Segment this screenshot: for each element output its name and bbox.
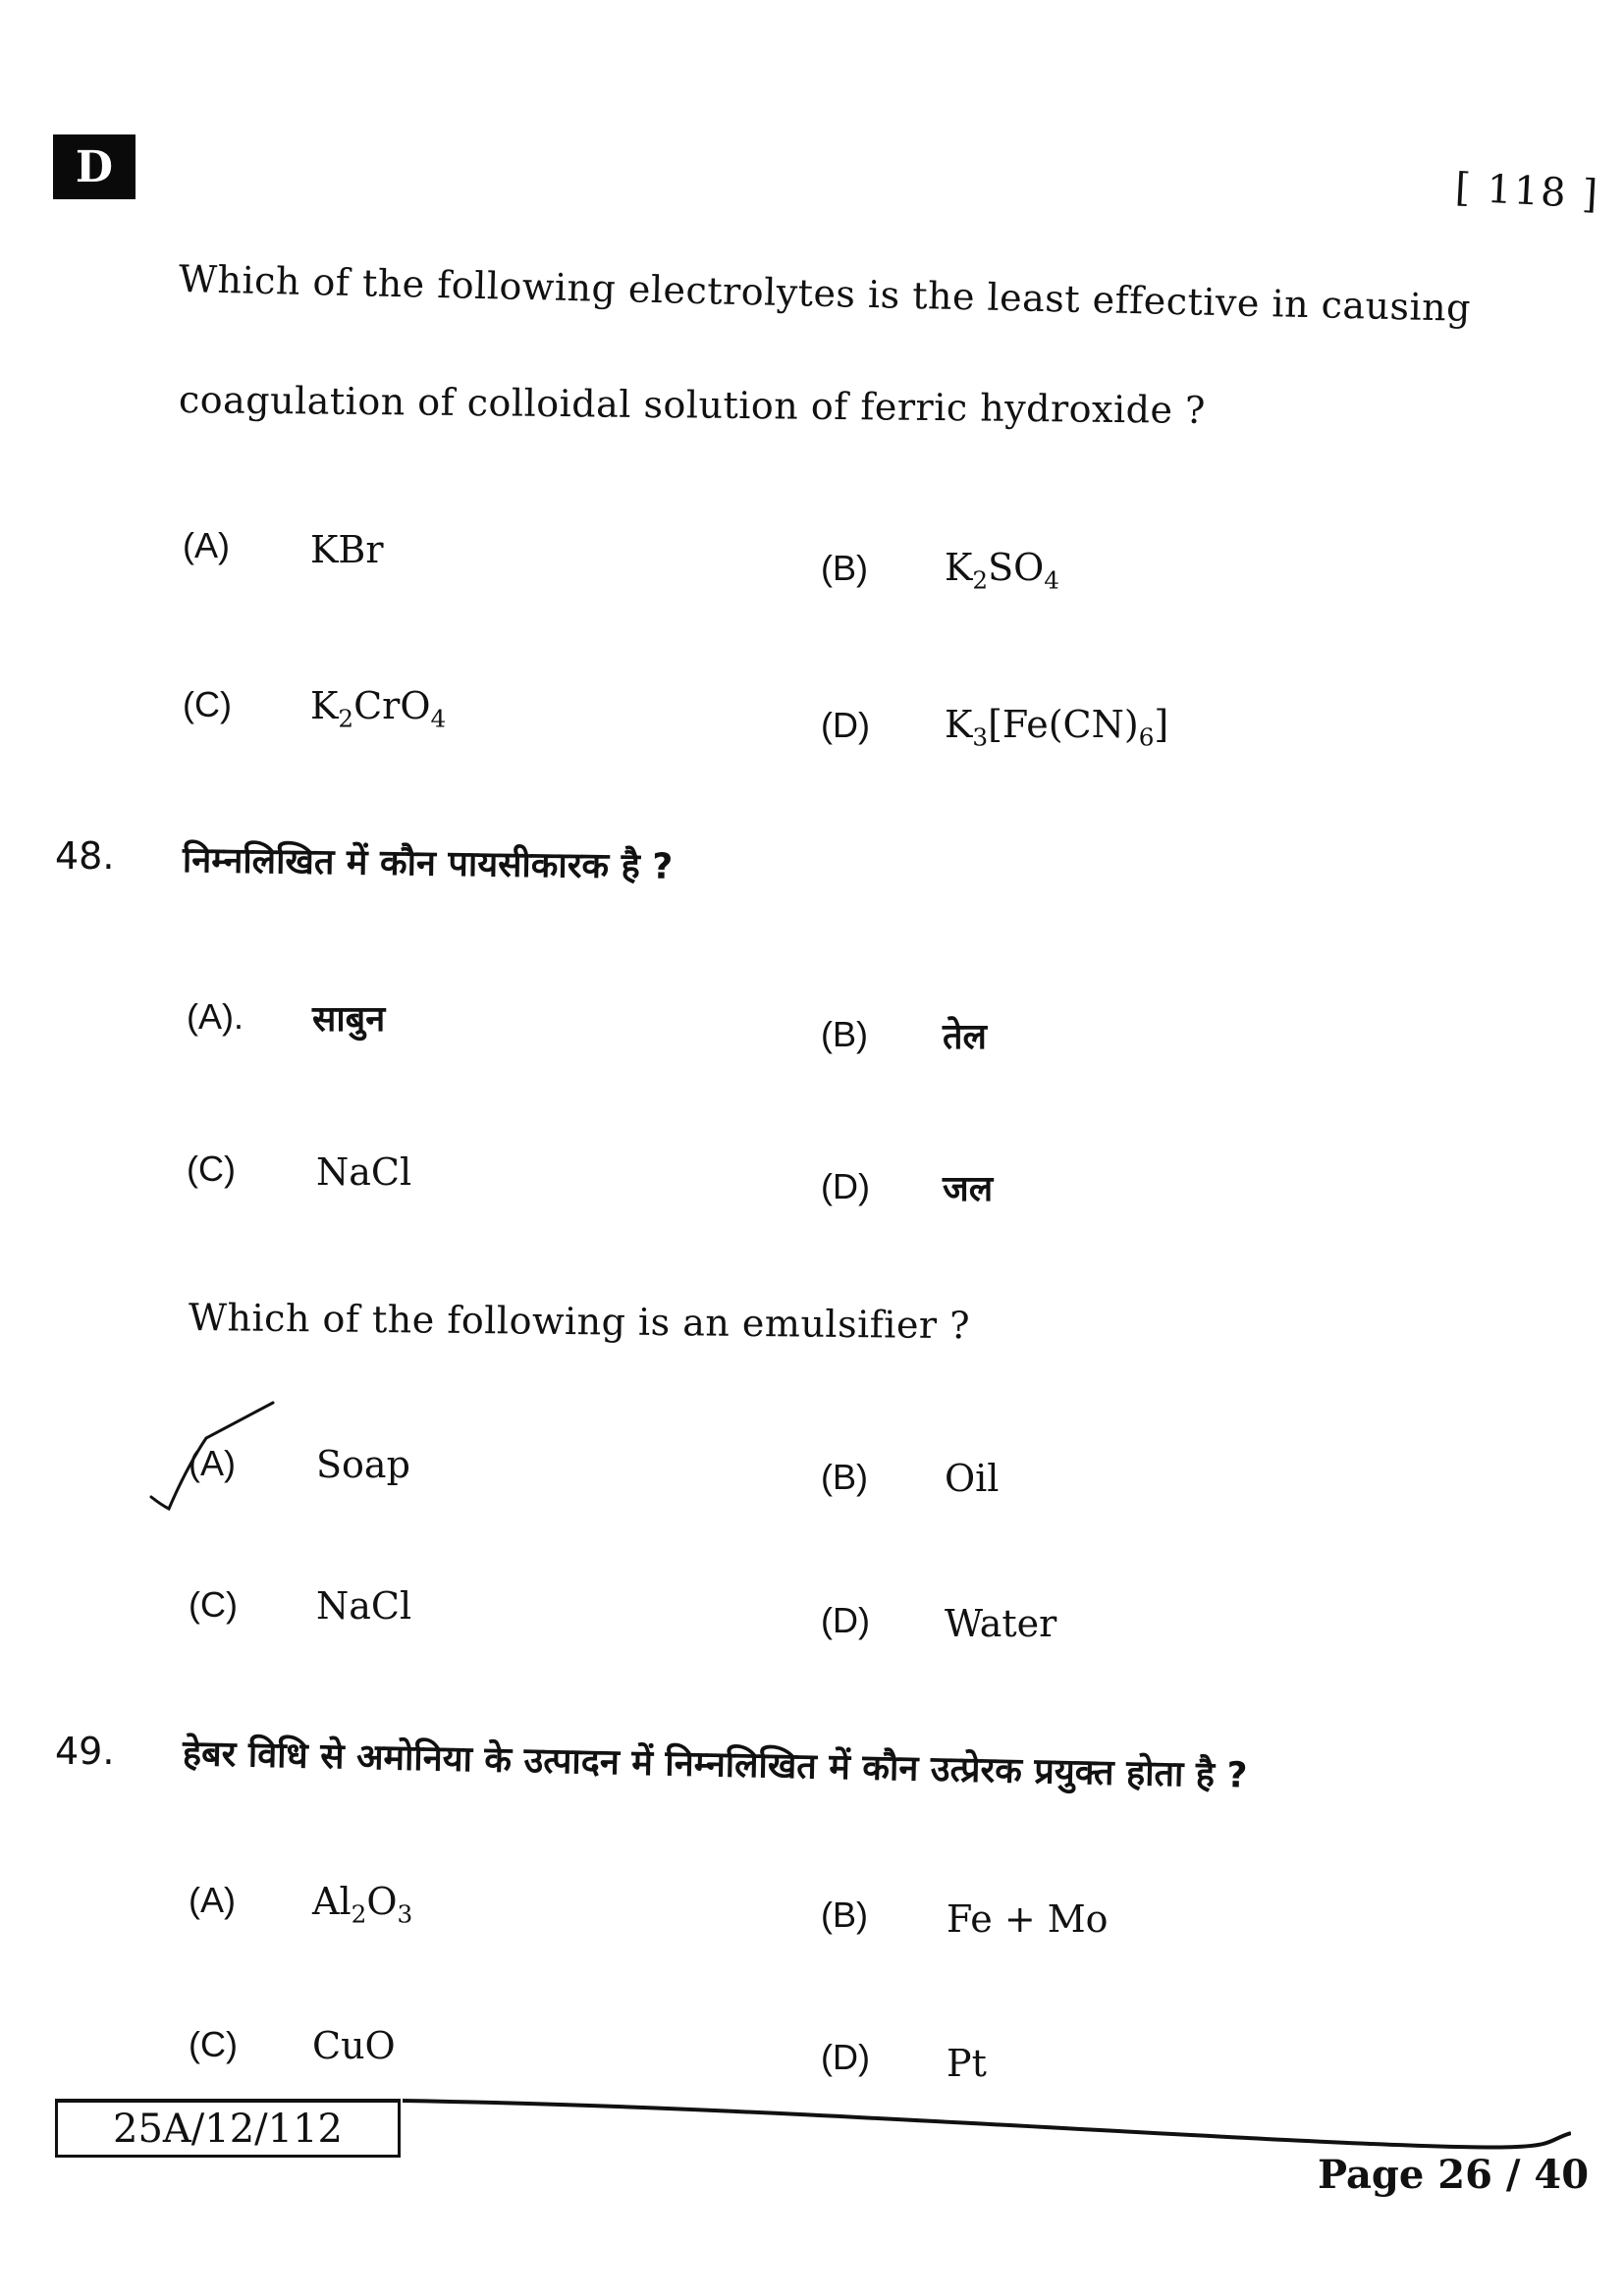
question-47-text-line1: Which of the following electrolytes is the least effective in causing <box>178 257 1472 330</box>
q48e-option-a-value: Soap <box>316 1443 410 1486</box>
page-code: [ 118 ] <box>1453 165 1601 218</box>
q47-option-d-label: (D) <box>821 705 870 745</box>
q47-option-d-value: $K_3[Fe(CN)_6]$ <box>945 703 1169 752</box>
q48-option-a-value: साबुन <box>312 999 386 1040</box>
q49-option-d-label: (D) <box>821 2037 870 2077</box>
question-48-number: 48. <box>55 834 115 878</box>
q49-option-a-label: (A) <box>189 1880 236 1920</box>
q48-option-d-label: (D) <box>821 1166 870 1206</box>
q47-option-a-label: (A) <box>183 525 230 565</box>
q48-option-c-value: NaCl <box>316 1150 412 1194</box>
q47-option-c-label: (C) <box>183 684 232 724</box>
q48-option-a-label: (A). <box>187 996 244 1037</box>
page-indicator: Page 26 / 40 <box>1318 2152 1590 2198</box>
footer-divider <box>403 2096 1571 2155</box>
q47-option-c-value: $K_2CrO_4$ <box>310 684 447 733</box>
q48e-option-a-label: (A) <box>189 1443 236 1483</box>
q48e-option-b-label: (B) <box>821 1457 868 1497</box>
question-48-text: निम्नलिखित में कौन पायसीकारक है ? <box>182 840 674 887</box>
q48e-option-b-value: Oil <box>945 1457 1000 1500</box>
q48-option-b-label: (B) <box>821 1014 868 1054</box>
set-code-badge: D <box>53 134 135 199</box>
q49-option-b-value: Fe + Mo <box>947 1897 1109 1941</box>
q47-option-a-value: KBr <box>310 528 384 571</box>
q49-option-a-value: $Al_2O_3$ <box>312 1880 413 1929</box>
q47-option-b-label: (B) <box>821 548 868 588</box>
q47-option-b-value: $K_2SO_4$ <box>945 546 1060 595</box>
q48e-option-c-value: NaCl <box>316 1584 412 1628</box>
q48-option-d-value: जल <box>943 1169 994 1209</box>
q49-option-d-value: Pt <box>947 2042 987 2085</box>
q48e-option-d-value: Water <box>945 1602 1057 1645</box>
question-49-text: हेबर विधि से अमोनिया के उत्पादन में निम्नलिखित में कौन उत्प्रेरक प्रयुक्त होता है ? <box>182 1734 1248 1796</box>
paper-code-box: 25A/12/112 <box>55 2099 401 2158</box>
q48-option-b-value: तेल <box>943 1017 987 1057</box>
q49-option-c-value: CuO <box>312 2024 396 2067</box>
q48e-option-d-label: (D) <box>821 1600 870 1640</box>
q48-option-c-label: (C) <box>187 1148 236 1189</box>
q49-option-b-label: (B) <box>821 1895 868 1935</box>
q49-option-c-label: (C) <box>189 2024 238 2064</box>
q48e-option-c-label: (C) <box>189 1584 238 1625</box>
question-48-english-text: Which of the following is an emulsifier ? <box>188 1296 971 1348</box>
question-49-number: 49. <box>55 1730 115 1773</box>
question-47-text-line2: coagulation of colloidal solution of ferric hydroxide ? <box>178 378 1207 432</box>
